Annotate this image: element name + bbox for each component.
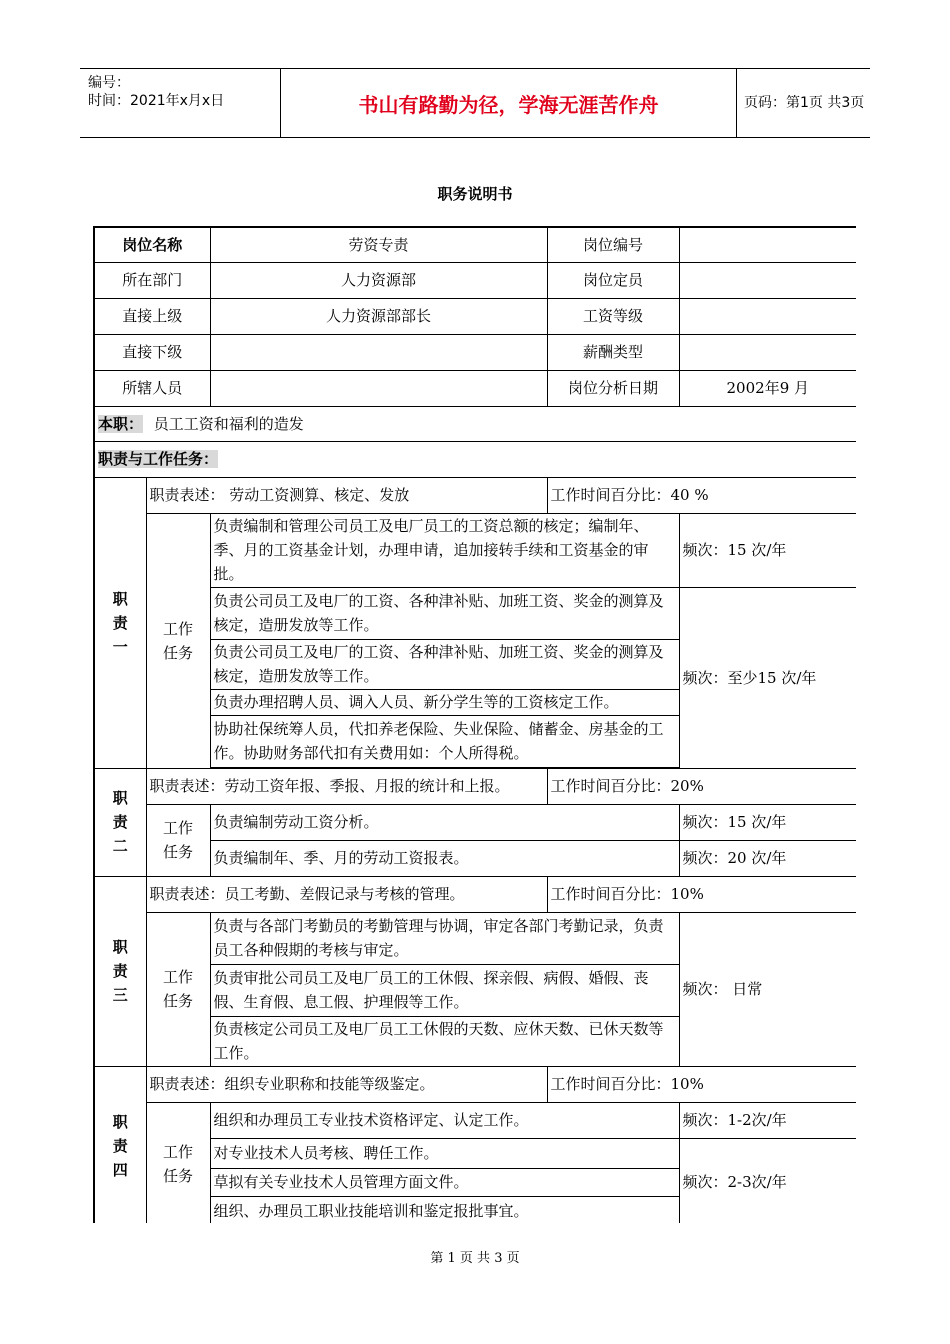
work-task-text: 工作任务 xyxy=(162,819,193,861)
value-headcount xyxy=(679,262,856,298)
work-task-text: 工作任务 xyxy=(162,619,193,662)
duty-time-share: 工作时间百分比：10% xyxy=(547,1066,856,1102)
task-text: 负责公司员工及电厂的工资、各种津补贴、加班工资、奖金的测算及核定，造册发放等工作。 xyxy=(210,587,679,639)
duty-label xyxy=(94,876,146,1066)
basic-row xyxy=(94,227,856,262)
job-description-box xyxy=(93,226,856,1223)
value-analysis-date: 2002年9 月 xyxy=(679,370,856,406)
duty-desc-row xyxy=(94,1066,856,1102)
task-text: 负责审批公司员工及电厂员工的工休假、探亲假、病假、婚假、丧假、生育假、息工假、护理假等工作。 xyxy=(210,964,679,1016)
header-motto-cell xyxy=(280,69,737,137)
duty-desc: 职责表述：员工考勤、差假记录与考核的管理。 xyxy=(146,876,547,912)
basic-row xyxy=(94,262,856,298)
basic-row xyxy=(94,298,856,334)
task-text: 负责办理招聘人员、调入人员、新分学生等的工资核定工作。 xyxy=(210,689,679,715)
task-text: 组织、办理员工职业技能培训和鉴定报批事宜。 xyxy=(210,1196,679,1223)
task-text: 负责编制年、季、月的劳动工资报表。 xyxy=(210,840,679,876)
document-title: 职务说明书 xyxy=(437,185,513,203)
label-headcount: 岗位定员 xyxy=(547,262,679,298)
duty-label xyxy=(94,768,146,876)
role-label: 本职： xyxy=(98,414,144,433)
header-left xyxy=(80,69,280,137)
task-text: 草拟有关专业技术人员管理方面文件。 xyxy=(210,1168,679,1196)
task-frequency: 频次： 日常 xyxy=(679,912,856,1066)
task-text: 负责编制和管理公司员工及电厂员工的工资总额的核定；编制年、季、月的工资基金计划，办理申请，追加接转手续和工资基金的审批。 xyxy=(210,513,679,587)
label-supervisor: 直接上级 xyxy=(94,298,210,334)
value-supervisor: 人力资源部部长 xyxy=(210,298,547,334)
task-text: 组织和办理员工专业技术资格评定、认定工作。 xyxy=(210,1102,679,1138)
label-job-id: 岗位编号 xyxy=(547,227,679,262)
doc-code-label: 编号： xyxy=(88,75,130,91)
label-salary-grade: 工资等级 xyxy=(547,298,679,334)
task-text: 负责编制劳动工资分析。 xyxy=(210,804,679,840)
duties-header-cell xyxy=(94,441,856,477)
label-analysis-date: 岗位分析日期 xyxy=(547,370,679,406)
duties-header: 职责与工作任务： xyxy=(98,450,219,468)
duty-time-share: 工作时间百分比：40 % xyxy=(547,477,856,513)
task-text: 负责公司员工及电厂的工资、各种津补贴、加班工资、奖金的测算及核定，造册发放等工作。 xyxy=(210,639,679,689)
work-task-text: 工作任务 xyxy=(162,968,193,1010)
basic-row xyxy=(94,370,856,406)
duty-label-text: 职责四 xyxy=(112,1112,128,1179)
work-task-label xyxy=(146,804,210,876)
role-text: 员工工资和福利的造发 xyxy=(153,414,304,433)
duty-desc-row xyxy=(94,876,856,912)
page-counter: 页码：第1页 共3页 xyxy=(744,95,865,111)
work-task-label xyxy=(146,1102,210,1223)
role-row xyxy=(94,406,856,441)
work-task-label xyxy=(146,513,210,768)
task-text: 对专业技术人员考核、聘任工作。 xyxy=(210,1138,679,1168)
value-department: 人力资源部 xyxy=(210,262,547,298)
task-frequency: 频次：1-2次/年 xyxy=(679,1102,856,1138)
role-cell xyxy=(94,406,856,441)
duty-label-text: 职责三 xyxy=(112,938,128,1004)
label-department: 所在部门 xyxy=(94,262,210,298)
duties-header-row xyxy=(94,441,856,477)
value-subordinate xyxy=(210,334,547,370)
task-row xyxy=(94,1102,856,1138)
value-staff xyxy=(210,370,547,406)
task-text: 负责核定公司员工及电厂员工工休假的天数、应休天数、已休天数等工作。 xyxy=(210,1016,679,1066)
task-frequency: 频次：2-3次/年 xyxy=(679,1138,856,1223)
page-footer: 第 1 页 共 3 页 xyxy=(430,1251,520,1266)
task-row xyxy=(94,804,856,840)
duty-time-share: 工作时间百分比：10% xyxy=(547,876,856,912)
duty-label xyxy=(94,1066,146,1223)
doc-date-label: 时间：2021年x月x日 xyxy=(88,93,225,109)
duty-desc: 职责表述：劳动工资年报、季报、月报的统计和上报。 xyxy=(146,768,547,804)
task-row xyxy=(94,912,856,964)
duty-label-text: 职责一 xyxy=(112,589,128,656)
job-description-table xyxy=(93,226,856,1223)
value-salary-grade xyxy=(679,298,856,334)
duty-desc: 职责表述：组织专业职称和技能等级鉴定。 xyxy=(146,1066,547,1102)
task-frequency: 频次：20 次/年 xyxy=(679,840,856,876)
task-frequency: 频次：至少15 次/年 xyxy=(679,587,856,768)
value-job-name: 劳资专责 xyxy=(210,227,547,262)
label-job-name: 岗位名称 xyxy=(94,227,210,262)
label-subordinate: 直接下级 xyxy=(94,334,210,370)
duty-desc: 职责表述： 劳动工资测算、核定、发放 xyxy=(146,477,547,513)
task-frequency: 频次：15 次/年 xyxy=(679,513,856,587)
duty-desc-row xyxy=(94,477,856,513)
duty-time-share: 工作时间百分比：20% xyxy=(547,768,856,804)
label-staff: 所辖人员 xyxy=(94,370,210,406)
duty-label-text: 职责二 xyxy=(112,789,128,855)
label-pay-type: 薪酬类型 xyxy=(547,334,679,370)
duty-label xyxy=(94,477,146,768)
basic-row xyxy=(94,334,856,370)
value-pay-type xyxy=(679,334,856,370)
task-frequency: 频次：15 次/年 xyxy=(679,804,856,840)
work-task-text: 工作任务 xyxy=(162,1142,193,1185)
value-job-id xyxy=(679,227,856,262)
task-row xyxy=(94,513,856,587)
page-header xyxy=(80,68,870,138)
motto-text: 书山有路勤为径，学海无涯苦作舟 xyxy=(358,92,659,117)
task-text: 协助社保统筹人员，代扣养老保险、失业保险、储蓄金、房基金的工作。协助财务部代扣有关费用如：个人所得税。 xyxy=(210,715,679,767)
duty-desc-row xyxy=(94,768,856,804)
work-task-label xyxy=(146,912,210,1066)
header-right xyxy=(736,69,870,137)
task-text: 负责与各部门考勤员的考勤管理与协调，审定各部门考勤记录，负责员工各种假期的考核与审定。 xyxy=(210,912,679,964)
